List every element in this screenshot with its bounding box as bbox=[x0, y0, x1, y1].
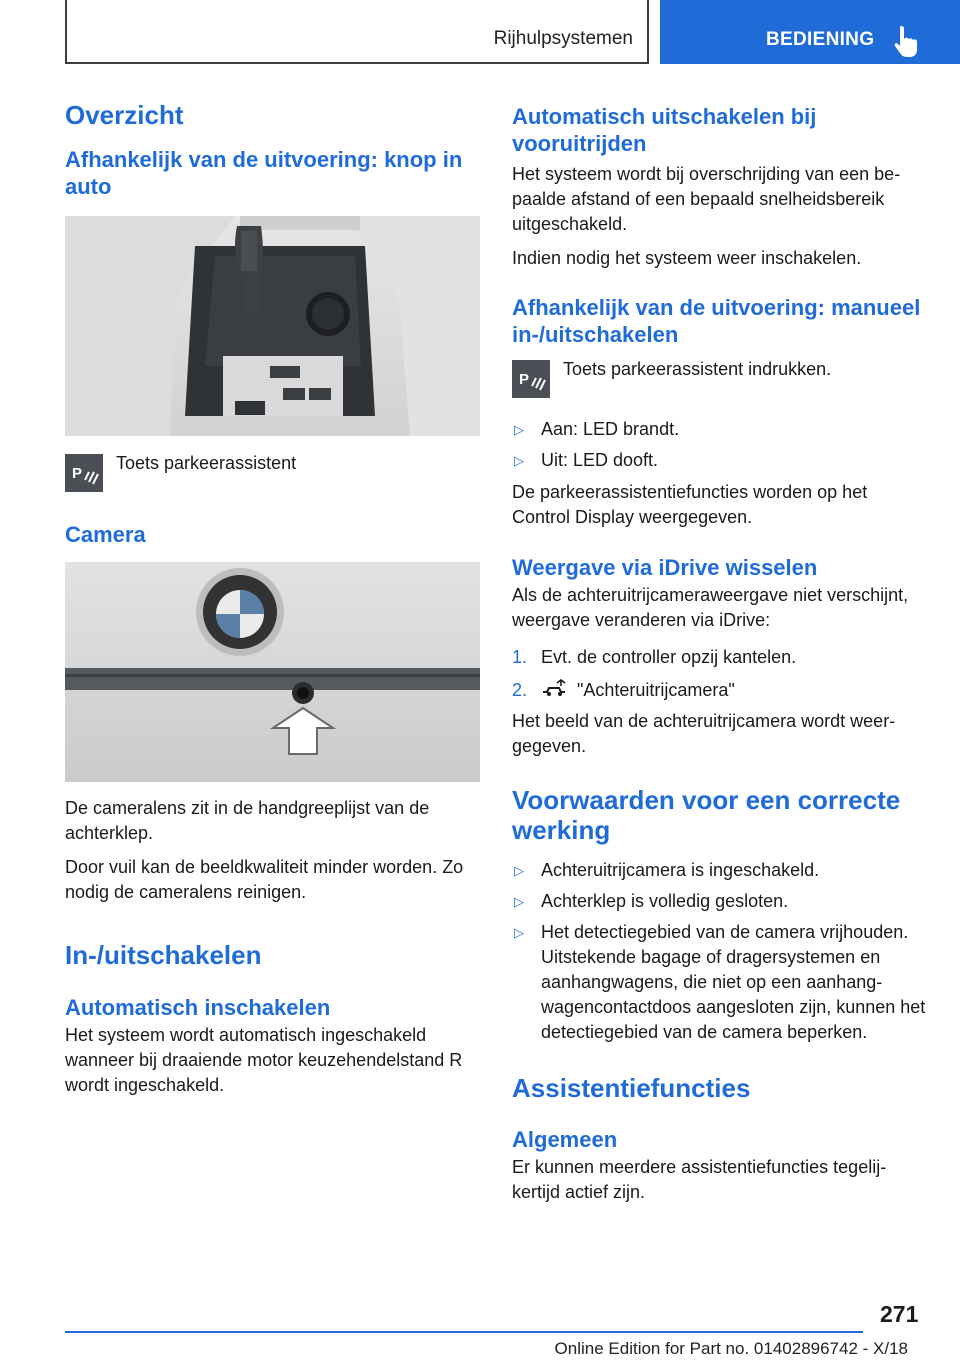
manueel-paragraph: De parkeerassistentiefuncties worden op het Control Display weergegeven. bbox=[512, 482, 868, 527]
header-section-box bbox=[65, 0, 649, 64]
page-number: 271 bbox=[880, 1301, 919, 1327]
console-photo bbox=[65, 216, 480, 436]
heading-in-uitschakelen: In-/uitschakelen bbox=[65, 940, 262, 970]
idrive-paragraph: Als de achteruitrijcameraweergave niet verschijnt, weergave veranderen via iDrive: bbox=[512, 585, 909, 630]
heading-assistentiefuncties: Assistentiefuncties bbox=[512, 1073, 751, 1103]
triangle-bullet-icon: ▷ bbox=[514, 422, 524, 437]
camera-paragraph-2: Door vuil kan de beeldkwaliteit minder worden. Zo nodig de cameralens reinigen. bbox=[65, 857, 464, 902]
right-column bbox=[512, 100, 927, 1205]
list-item: 2. "Achteruitrijcamera" bbox=[512, 680, 735, 700]
auto-in-paragraph: Het systeem wordt automatisch ingeschakeld wanneer bij draaiende motor keuzehendelstand R wordt ingeschakeld. bbox=[65, 1025, 463, 1095]
list-item: ▷ Achterklep is volledig gesloten. bbox=[512, 889, 927, 914]
triangle-bullet-icon: ▷ bbox=[514, 863, 524, 878]
heading-voorwaarden: Voorwaarden voor een correcte werking bbox=[512, 785, 901, 845]
heading-manueel: Afhankelijk van de uitvoering: manueel in-/uitschakelen bbox=[512, 295, 921, 347]
manueel-button-label: Toets parkeerassistent indrukken. bbox=[563, 359, 832, 379]
list-item: ▷ Het detectiegebied van de camera vrijhouden. Uitstekende bagage of dragersystemen en aanhangwagens, die niet op een aanhangwagencontactdoos aangesloten zijn, kunnen het detectiegebied van de camera beperken. bbox=[514, 922, 926, 1042]
heading-automatisch-inschakelen: Automatisch inschakelen bbox=[65, 995, 331, 1020]
idrive-paragraph-2: Het beeld van de achteruitrijcamera wordt weergegeven. bbox=[512, 711, 896, 756]
heading-overzicht: Overzicht bbox=[65, 100, 184, 130]
header-section-title: Rijhulpsystemen bbox=[493, 28, 633, 49]
list-item: 1. Evt. de controller opzij kantelen. bbox=[512, 647, 797, 667]
triangle-bullet-icon: ▷ bbox=[514, 453, 524, 468]
heading-knop-in-auto: Afhankelijk van de uitvoering: knop in auto bbox=[65, 147, 463, 199]
triangle-bullet-icon: ▷ bbox=[514, 894, 524, 909]
voorwaarden-list bbox=[512, 858, 927, 1045]
algemeen-paragraph: Er kunnen meerdere assistentiefuncties tegelijkertijd actief zijn. bbox=[512, 1157, 887, 1202]
idrive-steps bbox=[512, 645, 927, 703]
park-button-label: Toets parkeerassistent bbox=[116, 453, 297, 473]
list-item: ▷ Aan: LED brandt. bbox=[512, 417, 927, 442]
auto-uit-paragraph-1: Het systeem wordt bij overschrijding van een bepaalde afstand of een bepaald snelheidsbereik uitgeschakeld. bbox=[512, 164, 901, 234]
park-assist-icon bbox=[512, 360, 550, 398]
svg-text:P: P bbox=[72, 465, 83, 482]
heading-automatisch-uitschakelen: Automatisch uitschakelen bij vooruitrijden bbox=[512, 104, 817, 156]
manueel-button-row bbox=[512, 360, 927, 398]
pointing-hand-icon bbox=[893, 24, 923, 58]
header-chapter-title: BEDIENING bbox=[766, 29, 875, 50]
heading-camera: Camera bbox=[65, 522, 146, 547]
auto-uit-paragraph-2: Indien nodig het systeem weer inschakelen. bbox=[512, 248, 862, 268]
list-item: ▷ Achteruitrijcamera is ingeschakeld. bbox=[512, 858, 927, 883]
heading-idrive: Weergave via iDrive wisselen bbox=[512, 555, 818, 580]
footer-edition: Online Edition for Part no. 01402896742 - X/18 bbox=[554, 1339, 908, 1358]
list-item: ▷ Uit: LED dooft. bbox=[512, 448, 927, 473]
manueel-list bbox=[512, 417, 927, 473]
triangle-bullet-icon: ▷ bbox=[514, 925, 524, 940]
left-column bbox=[65, 100, 480, 1098]
park-assist-icon bbox=[65, 454, 103, 492]
camera-photo bbox=[65, 562, 480, 782]
rear-camera-icon bbox=[541, 678, 569, 698]
camera-paragraph-1: De cameralens zit in de handgreeplijst van de achterklep. bbox=[65, 798, 430, 843]
park-button-row bbox=[65, 454, 480, 492]
svg-text:P: P bbox=[519, 371, 530, 388]
footer-rule bbox=[65, 1331, 863, 1333]
heading-algemeen: Algemeen bbox=[512, 1127, 618, 1152]
